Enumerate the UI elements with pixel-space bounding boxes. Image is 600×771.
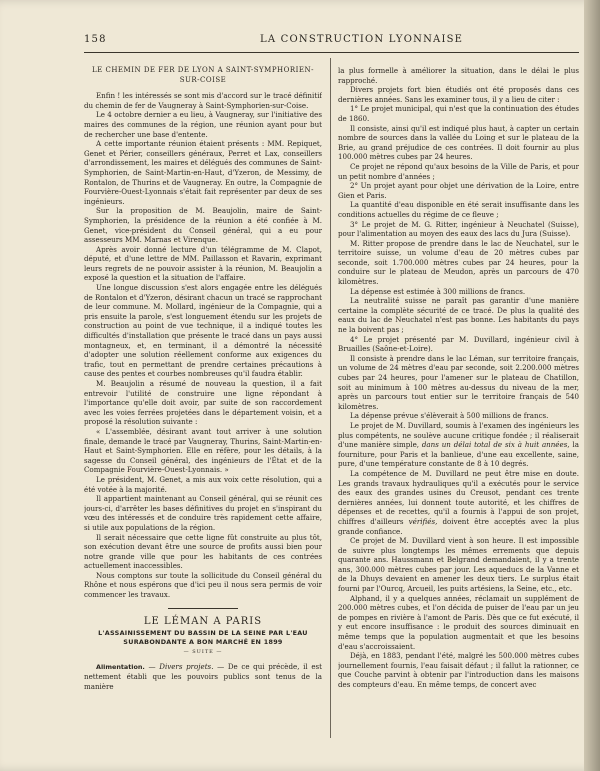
article-title-leman: LE LÉMAN A PARIS [143, 615, 263, 627]
left-column [84, 66, 322, 742]
emphasis-text: dans un délai total de six à huit années, [421, 440, 570, 450]
paragraph: Nous comptons sur toute la sollicitude du Conseil général du Rhône et nous espérons que d'ici peu il nous sera permis de voir commencer les travaux. [84, 570, 322, 600]
paragraph: M. Ritter propose de prendre dans le lac de Neuchatel, sur le territoire suisse, un volume d'eau de 20 mètres cubes par seconde, soit 1.700.000 mètres cubes par 24 heures, pour la conduire sur le plateau de Meudon, après un parcours de 470 kilomètres. [338, 238, 579, 287]
paragraph: M. Beaujolin a résumé de nouveau la question, il a fait entrevoir l'utilité de construire une ligne répondant à l'importance qu'elle doit avoir, par suite de son raccordement avec les voies ferrées projetées dans le département voisin, et a proposé la résolution suivante : [84, 379, 322, 427]
paragraph-text: — De ce qui précède, il est nettement établi que les pouvoirs publics sont tenus de la manière [84, 661, 322, 691]
paragraph: 3° Le projet de M. G. Ritter, ingénieur à Neuchatel (Suisse), pour l'alimentation au moyen des eaux des lacs du Jura (Suisse). [338, 219, 579, 239]
paragraph: La neutralité suisse ne paraît pas garantir d'une manière certaine la complète sécurité de ce tracé. De plus la qualité des eaux du lac de Neuchatel n'est pas bonne. Les habitants du pays ne la boivent pas ; [338, 296, 579, 335]
paragraph: 4° Le projet présenté par M. Duvillard, ingénieur civil à Bruailles (Saône-et-Loire). [338, 334, 579, 354]
paragraph: Le président, M. Genet, a mis aux voix cette résolution, qui a été votée à la majorité. [84, 474, 322, 494]
paragraph-text: la fourniture, pour Paris et la banlieue, d'une eau excellente, saine, pure, d'une température constante de 8 à 10 degrés. [338, 440, 579, 469]
paragraph: Il consiste, ainsi qu'il est indiqué plus haut, à capter un certain nombre de sources dans la vallée du Loing et sur le plateau de la Brie, au grand préjudice de ces contrées. Il doit fournir au plus 100.000 mètres cubes par 24 heures. [338, 123, 579, 162]
paragraph: Ce projet de M. Duvillard vient à son heure. Il est impossible de suivre plus longtemps les mêmes errements que depuis quarante ans. Haussmann et Belgrand demandaient, il y a trente ans, 300.000 mètres cubes par jour. Les aqueducs de la Vanne et de la Dhuys devaient en amener les deux tiers. Le surplus était fourni par l'Ourcq, Arcueil, les puits artésiens, la Seine, etc., etc. [338, 536, 579, 594]
paragraph: Alimentation. — Divers projets. — De ce qui précède, il est nettement établi que les pouvoirs publics sont tenus de la manière [84, 661, 322, 691]
book-spine-shadow [584, 0, 600, 771]
paragraph-text: Le projet de M. Duvillard, soumis à l'examen des ingénieurs les plus compétents, ne soulève aucune critique fondée ; il réaliserait d'une manière simple, [338, 420, 579, 450]
page-number: 158 [84, 34, 107, 45]
paragraph: Enfin ! les intéressés se sont mis d'accord sur le tracé définitif du chemin de fer de Vaugneray à Saint-Symphorien-sur-Coise. [84, 91, 322, 110]
paragraph: la plus formelle à améliorer la situation, dans le délai le plus rapproché. [338, 66, 579, 85]
article-subtitle-line-2: SURABONDANTE A BON MARCHÉ EN 1899 [123, 637, 283, 646]
paragraph: La dépense est estimée à 300 millions de francs. [350, 286, 526, 296]
paragraph: A cette importante réunion étaient présents : MM. Repiquet, Genet et Périer, conseillers généraux, Perret et Lax, conseillers d'arrondissement, les maires et délégués des communes de Saint-Symphorien, de Saint-Martin-en-Haut, d'Yzeron, de Messimy, de Rontalon, de Thurins et de Vaugneray. En outre, la Compagnie de Fourvière-Ouest-Lyonnais s'était fait représenter par deux de ses ingénieurs. [84, 139, 322, 206]
paragraph: Une longue discussion s'est alors engagée entre les délégués de Rontalon et d'Yzeron, désirant chacun un tracé se rapprochant de leur commune. M. Mollard, ingénieur de la Compagnie, qui a pris ensuite la parole, s'est longuement étendu sur les projets de construction au point de vue technique, il a indiqué toutes les difficultés d'installation que présente le tracé dans un pays aussi montagneux, et, en terminant, il a démontré la nécessité d'adopter une solution réellement conforme aux exigences du trafic, tout en permettant de prendre certaines précautions à cause des pentes et courbes nombreuses qu'il faudra établir. [84, 283, 322, 379]
paragraph: « L'assemblée, désirant avant tout arriver à une solution finale, demande le tracé par Vaugneray, Thurins, Saint-Martin-en-Haut et Saint-Symphorien. Elle en réfère, pour les détails, à la sagesse du Conseil général, des ingénieurs de l'État et de la Compagnie Fourvière-Ouest-Lyonnais. » [84, 426, 322, 475]
paragraph: Après avoir donné lecture d'un télégramme de M. Clapot, député, et d'une lettre de MM. Paillasson et Ravarin, exprimant leurs regrets de ne pouvoir assister à la réunion, M. Beaujolin a exposé la question et la situation de l'affaire. [84, 244, 322, 283]
paragraph: Il serait nécessaire que cette ligne fût construite au plus tôt, son exécution devant être une source de profits aussi bien pour notre grande ville que pour les habitants de ces contrées actuellement inaccessibles. [84, 532, 322, 571]
section-separator [168, 608, 238, 609]
paragraph: 2° Un projet ayant pour objet une dérivation de la Loire, entre Gien et Paris. [338, 181, 579, 200]
paragraph [338, 421, 579, 469]
paragraph: Ce projet ne répond qu'aux besoins de la Ville de Paris, et pour un petit nombre d'années ; [338, 161, 579, 181]
column-divider [330, 58, 331, 738]
right-column [338, 66, 579, 742]
paragraph: Il consiste à prendre dans le lac Léman, sur territoire français, un volume de 24 mètres d'eau par seconde, soit 2.200.000 mètres cubes par 24 heures, pour l'amener sur le plateau de Chatillon, soit au minimum à 100 mètres au-dessus du niveau de la mer, après un parcours tout entier sur le territoire français de 540 kilomètres. [338, 353, 579, 411]
runin-heading: Alimentation. [96, 662, 145, 671]
paragraph: Divers projets fort bien étudiés ont été proposés dans ces dernières années. Sans les examiner tous, il y a lieu de citer : [338, 85, 579, 104]
article-title-railway: LE CHEMIN DE FER DE LYON À SAINT-SYMPHORIEN-SUR-COISE [91, 66, 315, 84]
paragraph: Il appartient maintenant au Conseil général, qui se réunit ces jours-ci, d'arrêter les bases définitives du projet en s'inspirant du vœu des intéressés et de conduire très rapidement cette affaire, si utile aux populations de la région. [84, 494, 322, 532]
paragraph: Sur la proposition de M. Beaujolin, maire de Saint-Symphorien, la présidence de la réunion a été confiée à M. Genet, vice-président du Conseil général, qui a eu pour assesseurs MM. Marnas et Virenque. [84, 206, 322, 245]
paragraph: Alphand, il y a quelques années, réclamait un supplément de 200.000 mètres cubes, et l'on décida de puiser de l'eau par un jeu de pompes en rivière à l'amont de Paris. Dès que ce fut exécuté, il y eut encore insuffisance : le produit des sources diminuait en même temps que la population augmentait et que les besoins d'eau s'accroissaient. [338, 593, 579, 651]
paragraph: Déjà, en 1883, pendant l'été, malgré les 500.000 mètres cubes journellement fournis, l'eau faisait défaut ; il fallut la rationner, ce que Couche parvint à obtenir par l'introduction dans les maisons des compteurs d'eau. En même temps, de concert avec [338, 651, 579, 689]
journal-title: LA CONSTRUCTION LYONNAISE [260, 34, 464, 45]
running-header [84, 34, 579, 48]
header-rule [84, 52, 579, 53]
emphasis-text: vérifiés, [408, 516, 438, 526]
paragraph [338, 469, 579, 536]
paragraph-text: doivent être acceptés avec la plus grande confiance. [338, 516, 579, 536]
paragraph: 1° Le projet municipal, qui n'est que la continuation des études de 1860. [338, 104, 579, 123]
runin-subheading: Divers projets. [159, 661, 214, 671]
paragraph: La dépense prévue s'élèverait à 500 millions de francs. [350, 411, 549, 421]
paragraph-text: La compétence de M. Duvillard ne peut être mise en doute. Les grands travaux hydrauliques qu'il a exécutés pour le service des eaux des grandes usines du Creusot, pendant ces trente dernières années, lui donnent toute autorité, et les chiffres de dépenses et de recettes, qu'il a fournis à l'appui de son projet, chiffres d'ailleurs [338, 468, 579, 526]
paragraph: Le 4 octobre dernier a eu lieu, à Vaugneray, sur l'initiative des maires des communes de la région, une réunion ayant pour but de rechercher une base d'entente. [84, 110, 322, 139]
article-continued-label: — SUITE — [183, 649, 223, 656]
paragraph: La quantité d'eau disponible en été serait insuffisante dans les conditions actuelles du régime de ce fleuve ; [338, 200, 579, 219]
article-subtitle-line-1: L'ASSAINISSEMENT DU BASSIN DE LA SEINE PAR L'EAU [98, 629, 308, 638]
